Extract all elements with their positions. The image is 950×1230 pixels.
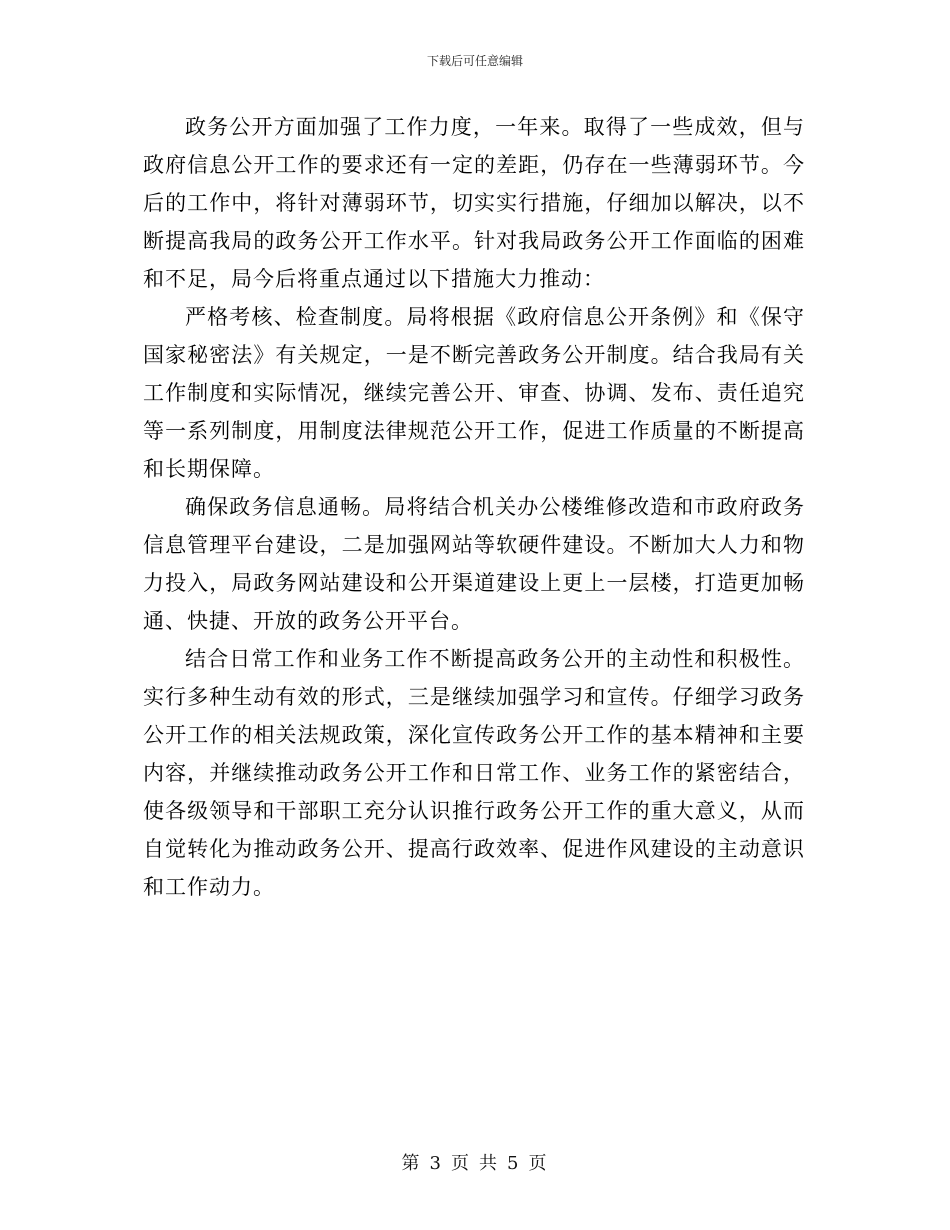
footer-label-unit: 页: [451, 1153, 471, 1174]
footer-label-unit-end: 页: [528, 1153, 549, 1174]
footer-label-total: 共: [479, 1153, 499, 1174]
paragraph-1: 政务公开方面加强了工作力度，一年来。取得了一些成效，但与政府信息公开工作的要求还有一定的差距，仍存在一些薄弱环节。今后的工作中，将针对薄弱环节，切实实行措施，仔细加以解决，以不断提高我局的政务公开工作水平。针对我局政务公开工作面临的困难和不足，局今后将重点通过以下措施大力推动：: [143, 115, 805, 291]
total-pages-number: 5: [507, 1153, 521, 1174]
page-footer: [0, 1152, 950, 1176]
current-page-number: 3: [429, 1153, 443, 1174]
paragraph-3: 确保政务信息通畅。局将结合机关办公楼维修改造和市政府政务信息管理平台建设，二是加强网站等软硬件建设。不断加大人力和物力投入，局政务网站建设和公开渠道建设上更上一层楼，打造更加畅通、快捷、开放的政务公开平台。: [143, 495, 805, 633]
footer-label-page: 第: [401, 1153, 422, 1174]
document-body: [143, 108, 805, 906]
page-header: 下载后可任意编辑: [426, 54, 523, 68]
paragraph-4: 结合日常工作和业务工作不断提高政务公开的主动性和积极性。实行多种生动有效的形式，三是继续加强学习和宣传。仔细学习政务公开工作的相关法规政策，深化宣传政务公开工作的基本精神和主要内容，并继续推动政务公开工作和日常工作、业务工作的紧密结合，使各级领导和干部职工充分认识推行政务公开工作的重大意义，从而自觉转化为推动政务公开、提高行政效率、促进作风建设的主动意识和工作动力。: [143, 647, 805, 899]
paragraph-2: 严格考核、检查制度。局将根据《政府信息公开条例》和《保守国家秘密法》有关规定，一是不断完善政务公开制度。结合我局有关工作制度和实际情况，继续完善公开、审查、协调、发布、责任追究等一系列制度，用制度法律规范公开工作，促进工作质量的不断提高和长期保障。: [143, 305, 805, 481]
